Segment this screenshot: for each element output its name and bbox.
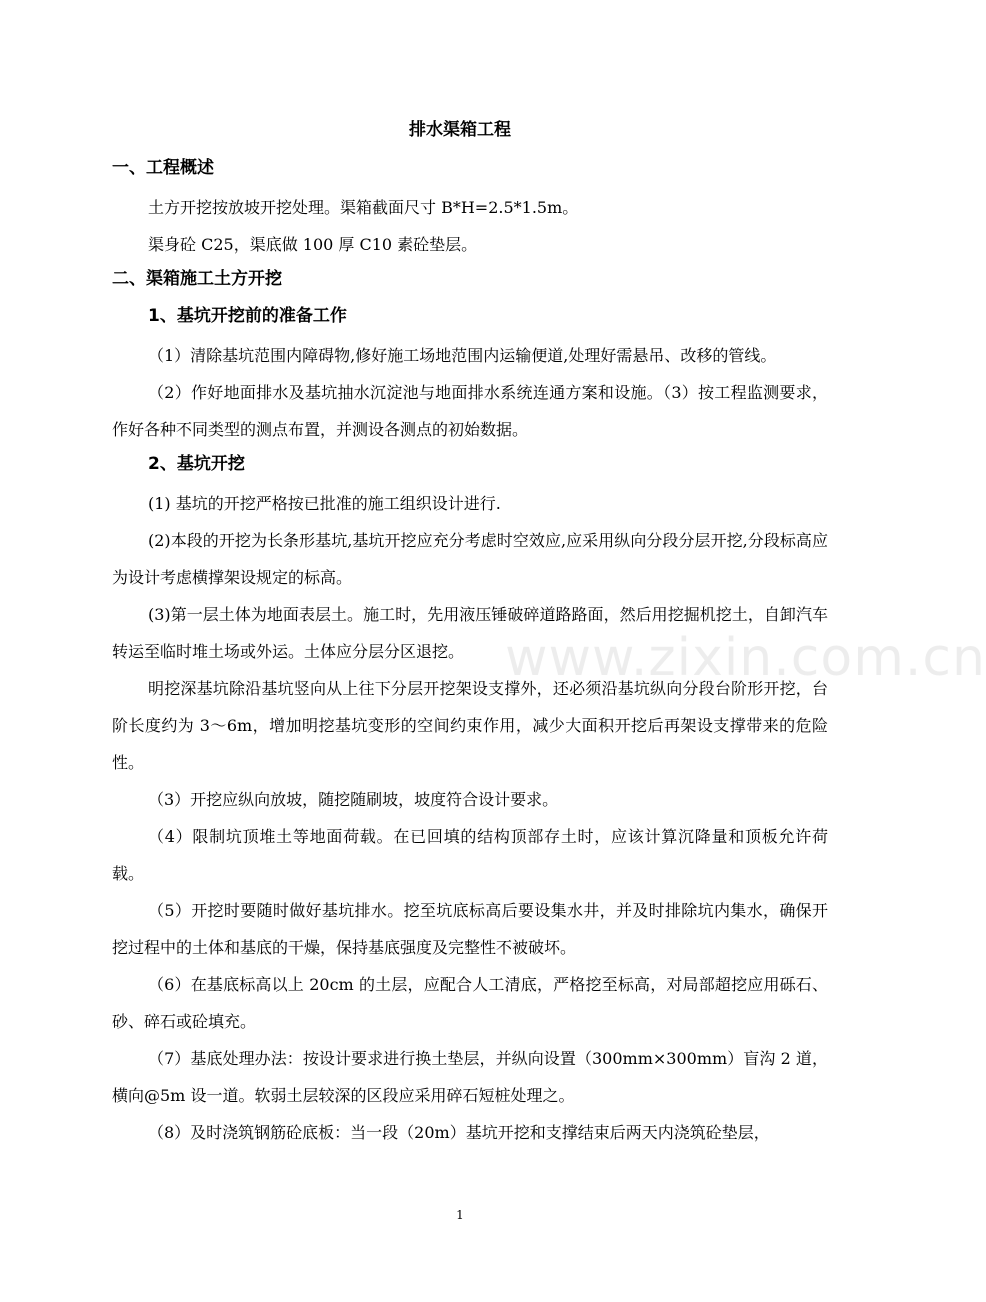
document-body: [112, 152, 828, 1151]
section-heading-overview: 一、工程概述: [112, 158, 214, 178]
paragraph: （1）清除基坑范围内障碍物,修好施工场地范围内运输便道,处理好需悬吊、改移的管线。: [148, 346, 777, 365]
paragraph: (3)第一层土体为地面表层土。施工时，先用液压锤破碎道路路面，然后用挖掘机挖土，自卸汽车转运至临时堆土场或外运。土体应分层分区退挖。: [112, 605, 828, 661]
paragraph: （4）限制坑顶堆土等地面荷载。在已回填的结构顶部存土时，应该计算沉降量和顶板允许荷载。: [112, 827, 828, 883]
paragraph: 明挖深基坑除沿基坑竖向从上往下分层开挖架设支撑外，还必须沿基坑纵向分段台阶形开挖，台阶长度约为 3～6m，增加明挖基坑变形的空间约束作用，减少大面积开挖后再架设支撑带来的危险性。: [112, 679, 828, 772]
paragraph: （5）开挖时要随时做好基坑排水。挖至坑底标高后要设集水井，并及时排除坑内集水，确保开挖过程中的土体和基底的干燥，保持基底强度及完整性不被破坏。: [112, 901, 828, 957]
paragraph: （2）作好地面排水及基坑抽水沉淀池与地面排水系统连通方案和设施。（3）按工程监测要求，作好各种不同类型的测点布置，并测设各测点的初始数据。: [112, 383, 828, 439]
subsection-heading-pit-excavation: 2、基坑开挖: [148, 454, 245, 474]
watermark: www.zixin.com.cn: [505, 628, 986, 688]
paragraph: 渠身砼 C25，渠底做 100 厚 C10 素砼垫层。: [148, 235, 478, 254]
paragraph: 土方开挖按放坡开挖处理。渠箱截面尺寸 B*H=2.5*1.5m。: [148, 198, 579, 217]
section-heading-excavation: 二、渠箱施工土方开挖: [112, 269, 282, 289]
document-title: 排水渠箱工程: [409, 120, 511, 140]
paragraph: （6）在基底标高以上 20cm 的土层，应配合人工清底，严格挖至标高，对局部超挖应用砾石、砂、碎石或砼填充。: [112, 975, 828, 1031]
paragraph: (2)本段的开挖为长条形基坑,基坑开挖应充分考虑时空效应,应采用纵向分段分层开挖,分段标高应为设计考虑横撑架设规定的标高。: [112, 531, 828, 587]
paragraph: （7）基底处理办法：按设计要求进行换土垫层，并纵向设置（300mm×300mm）盲沟 2 道，横向@5m 设一道。软弱土层较深的区段应采用碎石短桩处理之。: [112, 1049, 828, 1105]
paragraph: （8）及时浇筑钢筋砼底板：当一段（20m）基坑开挖和支撑结束后两天内浇筑砼垫层，: [148, 1123, 770, 1142]
subsection-heading-preparation: 1、基坑开挖前的准备工作: [148, 306, 347, 326]
page-number: 1: [456, 1208, 464, 1222]
paragraph: (1) 基坑的开挖严格按已批准的施工组织设计进行.: [148, 494, 501, 513]
paragraph: （3）开挖应纵向放坡，随挖随刷坡，坡度符合设计要求。: [148, 790, 559, 809]
